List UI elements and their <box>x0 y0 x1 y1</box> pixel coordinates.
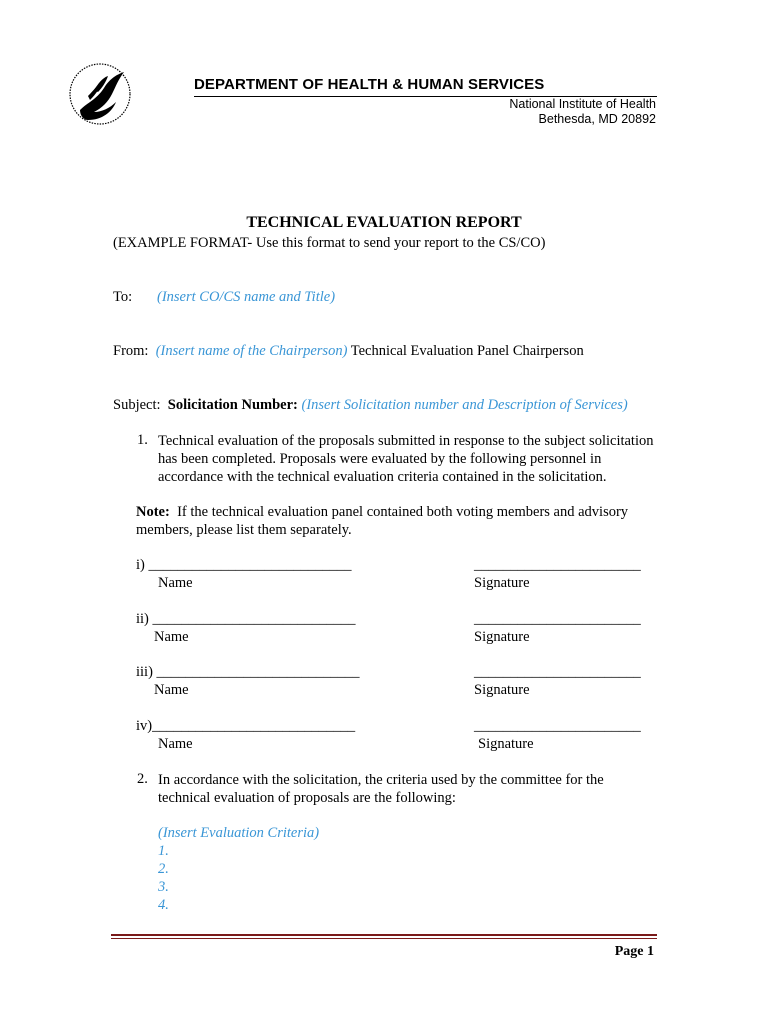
hhs-eagle-seal-icon <box>58 50 142 138</box>
name-line: ____________________________ <box>152 718 356 734</box>
page-number: Page 1 <box>614 944 654 959</box>
from-line <box>113 343 584 360</box>
subject-placeholder: (Insert Solicitation number and Description of Services) <box>301 397 628 413</box>
criteria-item: 1. <box>158 843 169 859</box>
solicitation-number-label: Solicitation Number: <box>167 397 298 413</box>
document-title: TECHNICAL EVALUATION REPORT <box>246 214 522 231</box>
signature-line: _______________________ <box>474 611 641 627</box>
note-label: Note: <box>136 504 170 520</box>
from-text: Technical Evaluation Panel Chairperson <box>347 343 584 359</box>
name-line: ____________________________ <box>152 611 356 627</box>
signature-row <box>136 664 360 681</box>
subject-line <box>113 397 628 414</box>
name-line: ____________________________ <box>156 664 360 680</box>
signature-numeral: iii) <box>136 664 153 680</box>
item2-number: 2. <box>137 771 148 787</box>
signature-label: Signature <box>474 575 530 591</box>
criteria-item: 4. <box>158 897 169 913</box>
signature-row <box>136 611 356 628</box>
signature-label: Signature <box>478 736 534 752</box>
footer-divider <box>111 934 657 936</box>
criteria-item: 2. <box>158 861 169 877</box>
to-placeholder: (Insert CO/CS name and Title) <box>157 289 336 305</box>
signature-numeral: ii) <box>136 611 149 627</box>
name-label: Name <box>154 629 189 645</box>
signature-line: _______________________ <box>474 664 641 680</box>
to-line <box>113 289 335 306</box>
institute-address: Bethesda, MD 20892 <box>538 112 656 126</box>
institute-name: National Institute of Health <box>509 97 656 111</box>
footer-divider-thin <box>111 938 657 939</box>
department-title: DEPARTMENT OF HEALTH & HUMAN SERVICES <box>194 76 545 93</box>
signature-line: _______________________ <box>474 718 641 734</box>
criteria-heading: (Insert Evaluation Criteria) <box>158 825 320 841</box>
name-line: ____________________________ <box>148 557 352 573</box>
signature-numeral: i) <box>136 557 145 573</box>
from-placeholder: (Insert name of the Chairperson) <box>155 343 348 359</box>
item1-text: Technical evaluation of the proposals submitted in response to the subject solicitation has been completed. Proposals were evaluated by the following personnel in accordance with the technical evaluation criteria contained in the solicitation. <box>158 433 654 485</box>
note <box>136 503 666 539</box>
signature-row <box>136 718 355 735</box>
note-text: If the technical evaluation panel contained both voting members and advisory members, please list them separately. <box>136 504 629 538</box>
signature-numeral: iv) <box>136 718 153 734</box>
item2-text: In accordance with the solicitation, the criteria used by the committee for the technical evaluation of proposals are the following: <box>158 772 604 806</box>
signature-label: Signature <box>474 682 530 698</box>
example-format-note: (EXAMPLE FORMAT- Use this format to send your report to the CS/CO) <box>113 235 546 251</box>
signature-row <box>136 557 351 574</box>
from-label: From: <box>113 343 149 359</box>
subject-label: Subject: <box>113 397 161 413</box>
signature-label: Signature <box>474 629 530 645</box>
name-label: Name <box>154 682 189 698</box>
name-label: Name <box>158 736 193 752</box>
criteria-item: 3. <box>158 879 169 895</box>
item1-number: 1. <box>137 432 148 448</box>
signature-line: _______________________ <box>474 557 641 573</box>
to-label: To: <box>113 289 133 305</box>
name-label: Name <box>158 575 193 591</box>
